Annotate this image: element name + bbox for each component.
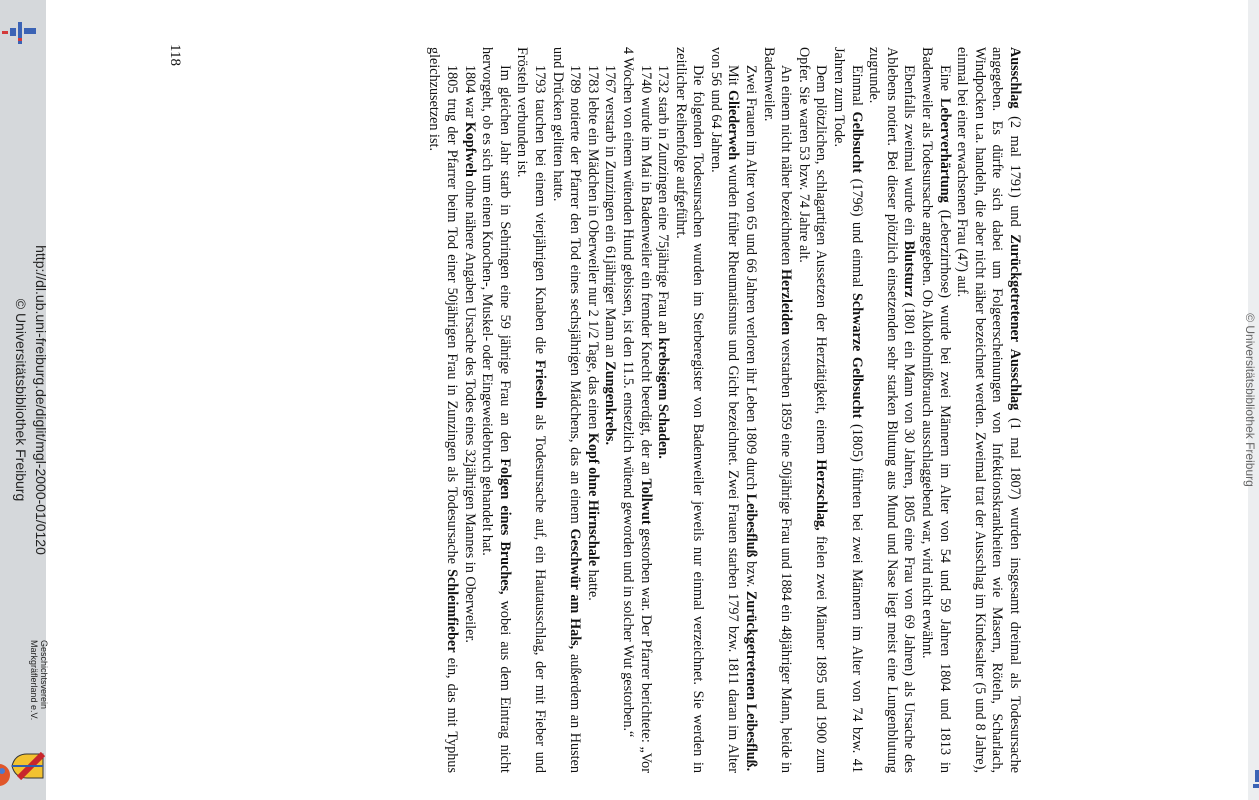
bold-term: Herzschlag,: [813, 459, 830, 531]
paragraph: [548, 47, 583, 773]
text-run: Mit: [725, 65, 742, 90]
bold-term: Gelbsucht: [848, 111, 865, 174]
bold-term: Geschwür am Hals,: [567, 528, 584, 650]
paragraph: [829, 47, 864, 773]
paragraph: [953, 47, 1023, 773]
publisher-line-2: Markgräflerland e.V.: [29, 640, 39, 721]
text-run: außerdem an Husten und Drücken gelitten hatte.: [549, 47, 584, 773]
bold-term: Schleimfieber: [444, 569, 460, 653]
top-edge-watermark: © Universitätsbibliothek Freiburg: [1243, 313, 1257, 487]
bold-term: Leberverhärtung: [936, 97, 953, 203]
bold-term: Zurückgetretenen Leibesfluß.: [743, 590, 760, 772]
paragraph: [460, 47, 478, 773]
coat-of-arms-icon: [11, 752, 45, 780]
bold-term: Folgen eines Bruches,: [496, 458, 513, 595]
text-run: verstarben 1859 eine 50jährige Frau und 1884 ein 48jähriger Mann, beide in Badenweiler.: [760, 47, 795, 773]
text-run: 1805 trug der Pfarrer beim Tod einer 50jährigen Frau in Zunzingen als Todesursache: [444, 65, 460, 570]
text-run: als Todesursache auf, ein Hautausschlag, der mit Fieber und Frösteln verbunden ist.: [514, 47, 548, 773]
paragraph: [865, 47, 918, 773]
bold-term: Zurückgetretener Ausschlag: [1007, 234, 1023, 411]
bold-term: Frieseln: [531, 359, 548, 409]
paragraph: [583, 47, 601, 773]
text-run: Im gleichen Jahr starb in Sehringen eine 59 jährige Frau an den: [496, 65, 513, 459]
text-run: (1 mal 1807) wurden insgesamt dreimal als Todesursache angegeben. Es dürfte sich dabei um Folgeerscheinungen von Infektionskrankheiten wie Masern, Röteln, Scharlach, Windpocken u.a. handeln, die aber nicht näher bezeichnet werden. Zweimal trat der Ausschlag im Kindesalter (5 und 8 Jahre), einmal bei einer erwachsenen Frau (47) auf.: [954, 47, 1023, 773]
paragraph: [917, 47, 952, 773]
page-number: 118: [167, 44, 183, 66]
paragraph: [654, 47, 672, 773]
text-run: (1801 ein Mann von 30 Jahren, 1805 eine Frau von 69 Jahren) als Ursache des Ablebens notiert. Bei dieser plötzlich einsetzenden sehr starken Blutung aus Mund und Nase liegt meist eine Lungenblutung zugrunde.: [866, 47, 918, 773]
text-run: 1789 notierte der Pfarrer den Tod eines sechsjährigen Mädchens, das an einem: [567, 65, 584, 529]
text-run: bzw.: [743, 557, 760, 591]
bold-term: Leibesfluß: [743, 493, 760, 558]
article-body: [425, 47, 1023, 773]
paragraph: [671, 47, 706, 773]
text-run: ohne nähere Angaben Ursache des Todes eines 32jährigen Mannes in Oberweiler.: [461, 176, 478, 643]
text-run: Ebenfalls zweimal wurde ein: [901, 65, 918, 241]
text-run: Dem plötzlichen, schlagartigen Aussetzen der Herztätigkeit, einem: [813, 65, 830, 460]
bold-term: Ausschlag: [1007, 47, 1023, 109]
paragraph: [513, 47, 548, 773]
text-run: (Leberzirrhose) wurde bei zwei Männern im Alter von 54 und 59 Jahren 1804 und 1813 in Badenweiler als Todesursache angegeben. Ob Alkoholmißbrauch ausschlaggebend war, wird nicht erwähnt.: [919, 47, 953, 774]
paragraph: [601, 47, 619, 773]
publisher-line-1: Geschichtsverein: [39, 640, 49, 710]
text-run: 1804 war: [461, 65, 478, 122]
paragraph: [759, 47, 794, 773]
text-run: hatte.: [584, 566, 601, 601]
text-run: Eine: [936, 65, 953, 98]
bold-term: Schwarze Gelbsucht: [848, 293, 865, 419]
bold-term: Gliederweh: [725, 90, 742, 161]
corner-mark-icon: [1253, 770, 1259, 796]
bold-term: Herzleiden: [778, 269, 795, 336]
orb-icon: [0, 762, 11, 788]
text-run: An einem nicht näher bezeichneten: [778, 65, 795, 270]
source-url[interactable]: http://dl.ub.uni-freiburg.de/diglit/mgl-2000-01/0120: [33, 245, 49, 555]
text-run: 1740 wurde im Mai in Badenweiler ein fremder Knecht beerdigt, der an: [637, 65, 654, 479]
bold-term: Tollwut: [637, 478, 654, 525]
text-run: Die folgenden Todesursachen wurden im Sterberegister von Badenweiler jeweils nur einmal verzeichnet. Sie werden in zeitlicher Reihenfolge aufgeführt.: [672, 47, 707, 773]
bold-term: Zungenkrebs.: [602, 361, 619, 445]
text-run: (1796) und einmal: [848, 173, 865, 294]
paragraph: [706, 47, 741, 773]
text-run: 1732 starb in Zunzingen eine 75jährige Frau an: [655, 65, 672, 338]
text-run: (2 mal 1791) und: [1007, 108, 1023, 235]
text-run: Zwei Frauen im Alter von 65 und 66 Jahren verloren ihr Leben 1809 durch: [743, 65, 760, 494]
text-run: 1793 tauchen bei einem vierjährigen Knaben die: [531, 65, 548, 360]
publisher-label: [29, 640, 49, 760]
text-run: Einmal: [848, 65, 865, 112]
text-run: wobei aus dem Eintrag nicht hervorgeht, ob es sich um einen Knochen-, Muskel- oder Eingeweidebruch gehandelt hat.: [479, 47, 513, 774]
paragraph: [478, 47, 513, 773]
copyright-line: © Universitätsbibliothek Freiburg: [13, 298, 29, 502]
text-run: wurden früher Rheumatismus und Gicht bezeichnet. Zwei Frauen starben 1797 bzw. 1811 daran im Alter von 56 und 64 Jahren.: [707, 47, 742, 773]
paragraph: [425, 47, 460, 773]
bold-term: Blutsturz: [901, 240, 918, 298]
text-run: ein, das mit Typhus gleichzusetzen ist.: [426, 47, 460, 773]
text-run: fielen zwei Männer 1895 und 1900 zum Opfer. Sie waren 53 bzw. 74 Jahre alt.: [795, 47, 830, 773]
bold-term: Kopfweh: [461, 121, 478, 177]
bold-term: krebsigem Schaden.: [655, 337, 672, 459]
text-run: gestorben war. Der Pfarrer berichtete: „Vor 4 Wochen von einem wütenden Hund gebissen, ist den 11.5. entsetzlich wütend geworden und in solcher Wut gestorben.“: [619, 47, 654, 773]
text-run: 1783 lebte ein Mädchen in Oberweiler nur 2 1/2 Tage, das einen: [584, 65, 601, 433]
text-run: (1805) führten bei zwei Männern im Alter von 74 bzw. 41 Jahren zum Tode.: [831, 47, 865, 773]
paragraph: [794, 47, 829, 773]
text-run: 1767 verstarb in Zunzingen ein 61jähriger Mann an: [602, 65, 619, 362]
paragraph: [742, 47, 760, 773]
paragraph: [618, 47, 653, 773]
bold-term: Kopf ohne Hirnschale: [584, 432, 601, 567]
